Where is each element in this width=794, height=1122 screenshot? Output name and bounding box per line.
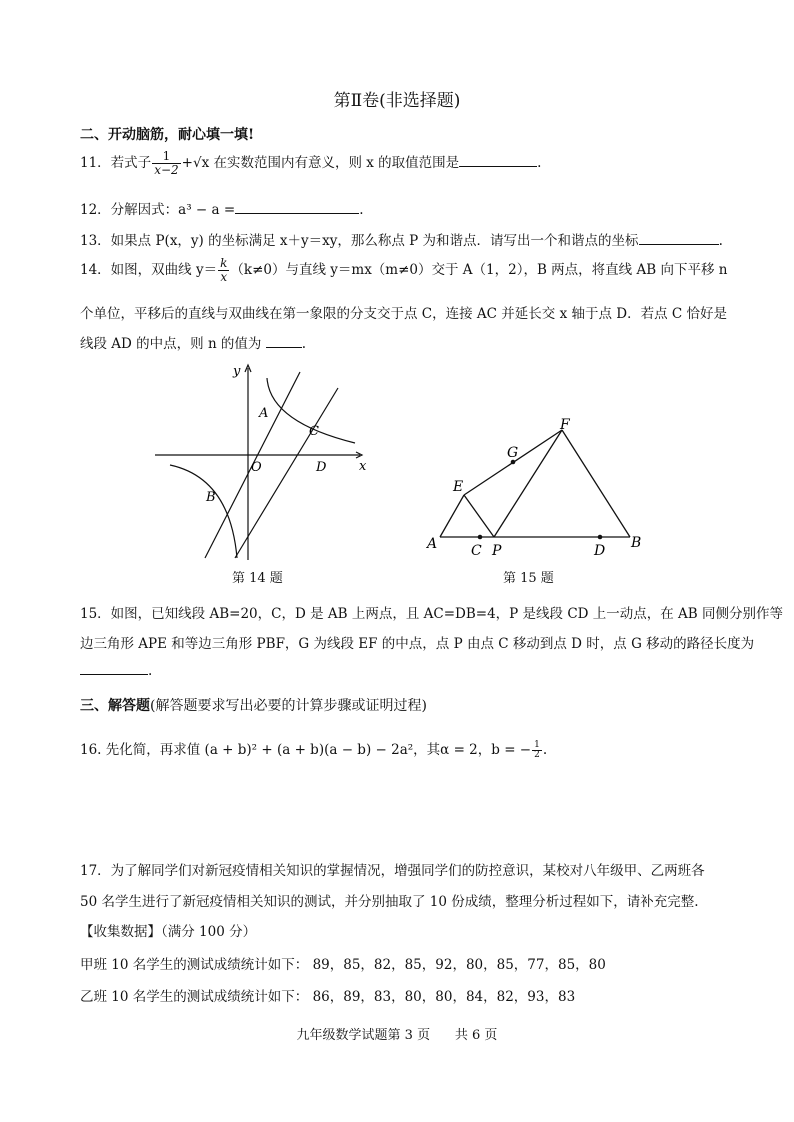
section-three-heading: 三、解答题(解答题要求写出必要的计算步骤或证明过程) [80, 698, 427, 714]
question-14-line-2: 个单位，平移后的直线与双曲线在第一象限的分支交于点 C，连接 AC 并延长交 x 轴于点 D．若点 C 恰好是 [80, 306, 728, 322]
label-d: D [594, 543, 606, 559]
hyperbola-third-quadrant [170, 465, 237, 558]
q11-prefix: 11．若式子 [80, 155, 152, 171]
label-e: E [453, 479, 464, 495]
question-17-line-1: 17．为了解同学们对新冠疫情相关知识的掌握情况，增强同学们的防控意识，某校对八年级甲、乙两班各 [80, 863, 705, 879]
question-13: 13．如果点 P(x，y) 的坐标满足 x＋y＝xy，那么称点 P 为和谐点．请写出一个和谐点的坐标 . [80, 233, 723, 249]
point-d [598, 535, 603, 540]
figure-15-caption: 第 15 题 [503, 571, 554, 586]
label-f: F [560, 417, 570, 433]
q12-answer-blank[interactable] [235, 201, 359, 214]
class-a-scores-row: 甲班 10 名学生的测试成绩统计如下： 89，85，82，85，92，80，85，77，85，80 [80, 957, 606, 973]
label-b: B [206, 490, 216, 505]
footer-page: 九年级数学试题第 3 页 [296, 1028, 431, 1043]
q16-fraction: $\frac{1}{2}$ [534, 740, 540, 760]
segment-fb [562, 430, 630, 537]
segment-ae [440, 495, 464, 537]
question-11: 11．若式子 $\frac{1}{x-2}$ +√x 在实数范围内有意义，则 x 的取值范围是 . [80, 149, 542, 177]
label-y: y [233, 364, 241, 379]
label-b: B [631, 535, 642, 551]
q14-fraction: $\frac{k}{x}$ [220, 256, 228, 284]
question-17-line-2: 50 名学生进行了新冠疫情相关知识的测试，并分别抽取了 10 份成绩，整理分析过程如下，请补充完整. [80, 894, 699, 910]
label-o: O [251, 460, 262, 475]
figure-14-diagram [150, 360, 380, 565]
label-c: C [471, 543, 482, 559]
segment-ep [464, 495, 494, 537]
page-footer [0, 1024, 794, 1043]
question-12: 12．分解因式：a³ − a = . [80, 202, 364, 218]
question-14-line-1: 14．如图，双曲线 y＝ $\frac{k}{x}$ （k≠0）与直线 y＝mx（m≠0）交于 A（1，2），B 两点，将直线 AB 向下平移 n [80, 256, 728, 284]
label-g: G [507, 445, 519, 461]
question-15-line-3: . [80, 662, 152, 679]
class-b-scores-row: 乙班 10 名学生的测试成绩统计如下： 86，89，83，80，80，84，82，93，83 [80, 989, 576, 1005]
q13-answer-blank[interactable] [639, 232, 719, 245]
q11-fraction: $\frac{1}{x-2}$ [154, 149, 179, 177]
q15-answer-blank[interactable] [80, 662, 148, 675]
q11-rest: +√x 在实数范围内有意义，则 x 的取值范围是 [181, 155, 460, 171]
label-a: A [259, 406, 269, 421]
segment-pf [494, 430, 562, 537]
figure-14-caption: 第 14 题 [232, 571, 283, 586]
question-15-line-2: 边三角形 APE 和等边三角形 PBF，G 为线段 EF 的中点，点 P 由点 C 移动到点 D 时，点 G 移动的路径长度为 [80, 636, 755, 652]
section-two-heading: 二、开动脑筋，耐心填一填! [80, 127, 255, 143]
label-p: P [492, 543, 502, 559]
label-c: C [309, 424, 319, 439]
figure-15-diagram [420, 415, 650, 565]
label-d: D [316, 460, 327, 475]
question-15-line-1: 15．如图，已知线段 AB=20，C，D 是 AB 上两点，且 AC=DB=4，P 是线段 CD 上一动点，在 AB 同侧分别作等 [80, 606, 784, 622]
point-c [478, 535, 483, 540]
question-14-line-3: 线段 AD 的中点，则 n 的值为 . [80, 336, 307, 352]
footer-total: 共 6 页 [454, 1028, 498, 1043]
question-16: 16. 先化简，再求值 (a + b)² + (a + b)(a − b) − 2a²，其α = 2，b = − $\frac{1}{2}$ . [80, 740, 548, 760]
collect-data-heading: 【收集数据】（满分 100 分） [80, 924, 257, 940]
q11-answer-blank[interactable] [459, 154, 537, 167]
q14-answer-blank[interactable] [266, 335, 302, 348]
page-title: 第Ⅱ卷(非选择题) [333, 91, 461, 111]
label-x: x [359, 459, 367, 474]
label-a: A [427, 536, 438, 552]
